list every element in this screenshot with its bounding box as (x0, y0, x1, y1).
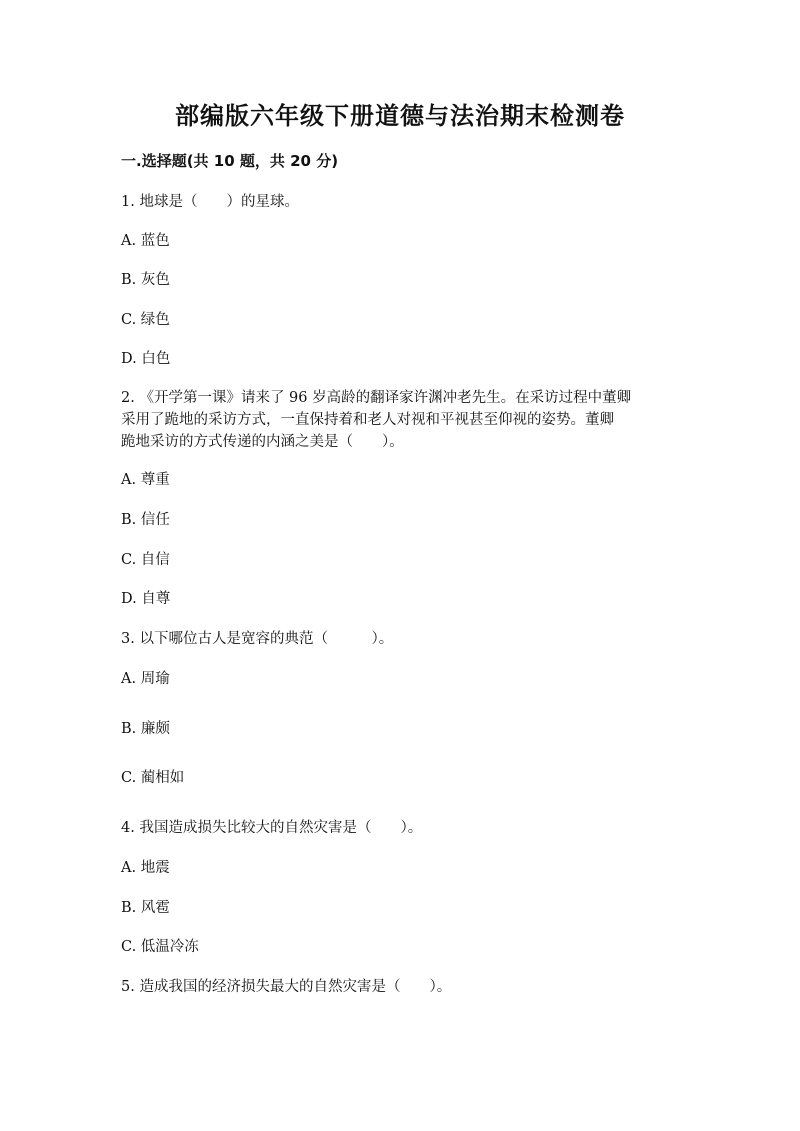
question-4-text: 4. 我国造成损失比较大的自然灾害是（ ）。 (121, 820, 423, 836)
question-4-option-c: C. 低温冷冻 (121, 939, 199, 955)
question-5-text: 5. 造成我国的经济损失最大的自然灾害是（ ）。 (121, 979, 452, 995)
question-2-option-d: D. 自尊 (121, 591, 171, 607)
question-2-text-line-2: 采用了跪地的采访方式，一直保持着和老人对视和平视甚至仰视的姿势。董卿 (121, 412, 614, 428)
question-4-option-b: B. 风雹 (121, 900, 170, 916)
section-header: 一.选择题(共 10 题，共 20 分) (121, 152, 339, 170)
question-1-option-c: C. 绿色 (121, 312, 170, 328)
question-2-text-line-1: 2. 《开学第一课》请来了 96 岁高龄的翻译家许渊冲老先生。在采访过程中董卿 (121, 390, 632, 406)
question-2-text-line-3: 跪地采访的方式传递的内涵之美是（ ）。 (121, 434, 404, 450)
question-1-option-d: D. 白色 (121, 351, 171, 367)
question-1-option-b: B. 灰色 (121, 272, 170, 288)
question-1-option-a: A. 蓝色 (121, 233, 170, 249)
question-2-option-c: C. 自信 (121, 552, 170, 568)
question-3-option-c: C. 蔺相如 (121, 770, 185, 786)
question-1-text: 1. 地球是（ ）的星球。 (121, 194, 299, 210)
question-3-text: 3. 以下哪位古人是宽容的典范（ ）。 (121, 631, 394, 647)
question-2-option-b: B. 信任 (121, 512, 170, 528)
question-4-option-a: A. 地震 (121, 860, 170, 876)
document-title: 部编版六年级下册道德与法治期末检测卷 (175, 102, 625, 130)
question-3-option-a: A. 周瑜 (121, 671, 170, 687)
question-2-option-a: A. 尊重 (121, 472, 170, 488)
question-3-option-b: B. 廉颇 (121, 721, 170, 737)
